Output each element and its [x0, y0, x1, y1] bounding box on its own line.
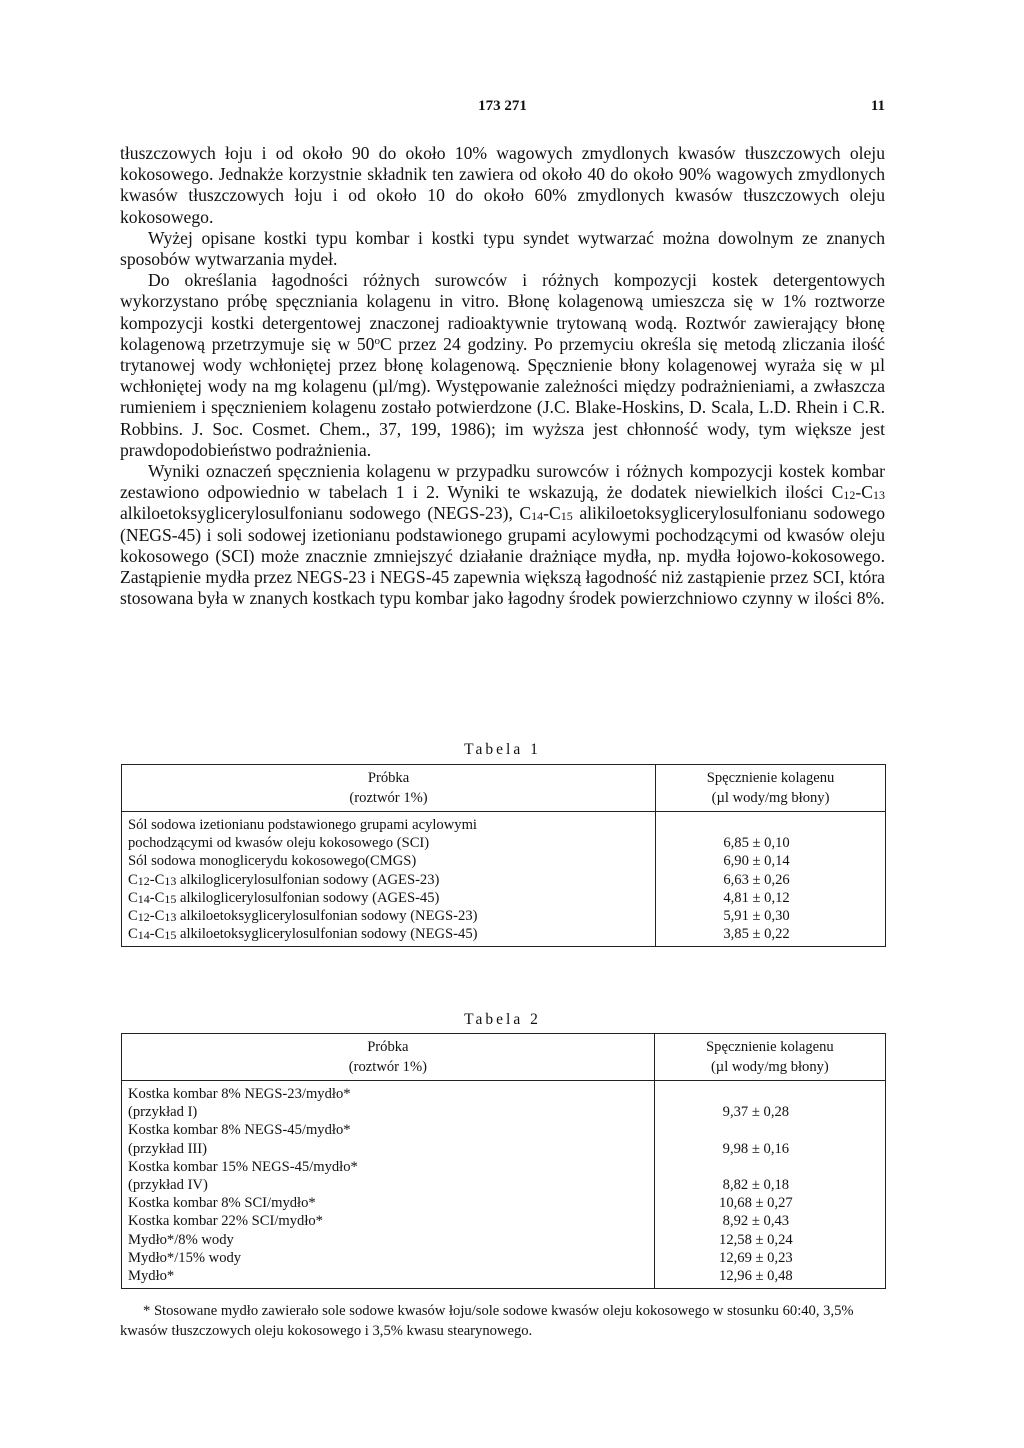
row-value: 12,96 ± 0,48 — [654, 1267, 885, 1289]
row-label: Mydło*/8% wody — [122, 1231, 655, 1249]
row-value — [654, 1081, 885, 1104]
row-label: Kostka kombar 8% SCI/mydło* — [122, 1194, 655, 1212]
header-sample-sublabel: (roztwór 1%) — [348, 1059, 427, 1075]
subscript: 13 — [164, 910, 177, 925]
chem-name: alkiloglicerylosulfonian sodowy (AGES-23) — [176, 871, 440, 888]
table-row — [122, 834, 886, 852]
row-value: 9,98 ± 0,16 — [654, 1140, 885, 1158]
row-value: 12,69 ± 0,23 — [654, 1249, 885, 1267]
paragraph-2: Wyżej opisane kostki typu kombar i kostki typu syndet wytwarzać można dowolnym ze znanych sposobów wytwarzania mydeł. — [120, 227, 885, 270]
header-swelling-unit: (µl wody/mg błony) — [710, 1059, 829, 1075]
header-swelling-label: Spęcznienie kolagenu — [706, 770, 835, 786]
table-row — [122, 1267, 886, 1289]
table-2-header-swelling — [654, 1034, 885, 1081]
table-row — [122, 1231, 886, 1249]
row-value: 8,82 ± 0,18 — [654, 1176, 885, 1194]
paragraph-4-text-d: -C — [543, 503, 561, 524]
paragraph-3-text-b: C przez 24 godziny. Po przemyciu określa się metodą zliczania ilość trytanowej wody wchłoniętej przez błonę kolagenową. Spęcznienie błony kolagenowej wyraża się w µl wchłoniętej wody na mg kolagenu (µl/mg). Występowanie zależności między podrażnieniami, a zwłaszcza rumieniem i spęcznieniem kolagenu zostało potwierdzone (J.C. Blake-Hoskins, D. Scala, L.D. Rhein i C.R. Robbins. J. Soc. Cosmet. Chem., 37, 199, 1986); im wyższa jest chłonność wody, tym większe jest prawdopodobieństwo podrażnienia. — [120, 333, 885, 460]
row-value: 10,68 ± 0,27 — [654, 1194, 885, 1212]
table-row — [122, 889, 886, 907]
subscript: 12 — [137, 873, 150, 888]
row-value: 5,91 ± 0,30 — [656, 907, 886, 925]
row-label — [122, 907, 656, 925]
row-label — [122, 925, 656, 947]
table-row — [122, 907, 886, 925]
page-header — [120, 98, 885, 120]
table-2-footnote — [120, 1301, 890, 1341]
header-sample-label: Próbka — [367, 770, 410, 786]
chem-name: alkiloetoksyglicerylosulfonian sodowy (NEGS-45) — [176, 926, 478, 943]
row-value: 6,90 ± 0,14 — [656, 852, 886, 870]
table-row — [122, 925, 886, 947]
table-1 — [121, 764, 886, 947]
row-label: Kostka kombar 15% NEGS-45/mydło* — [122, 1158, 655, 1176]
body-text — [120, 143, 885, 609]
header-sample-sublabel: (roztwór 1%) — [349, 790, 428, 806]
table-1-header-row — [122, 765, 886, 812]
row-label: (przykład I) — [122, 1103, 655, 1121]
subscript: 12 — [843, 488, 856, 503]
chem-prefix: C — [128, 889, 138, 906]
table-row — [122, 1212, 886, 1230]
row-label — [122, 889, 656, 907]
table-row — [122, 812, 886, 835]
document-number: 173 271 — [478, 98, 527, 114]
subscript: 14 — [531, 509, 544, 524]
table-1-header-swelling — [656, 765, 886, 812]
row-label: Kostka kombar 8% NEGS-23/mydło* — [122, 1081, 655, 1104]
chem-mid: -C — [149, 871, 165, 888]
table-row — [122, 1121, 886, 1139]
table-2-caption: Tabela 2 — [464, 1011, 541, 1028]
table-2 — [121, 1033, 886, 1289]
paragraph-3 — [120, 270, 885, 461]
table-row — [122, 1081, 886, 1104]
subscript: 12 — [137, 910, 150, 925]
table-row — [122, 1103, 886, 1121]
chem-mid: -C — [149, 889, 165, 906]
chem-name: alkiloetoksyglicerylosulfonian sodowy (NEGS-23) — [176, 908, 478, 925]
row-label: (przykład III) — [122, 1140, 655, 1158]
table-row — [122, 1194, 886, 1212]
subscript: 15 — [164, 928, 177, 943]
paragraph-4-text-c: alkiloetoksyglicerylosulfonianu sodowego (NEGS-23), C — [120, 503, 532, 524]
paragraph-4-text-b: -C — [855, 482, 873, 503]
paragraph-1: tłuszczowych łoju i od około 90 do około 10% wagowych zmydlonych kwasów tłuszczowych oleju kokosowego. Jednakże korzystnie składnik ten zawiera od około 40 do około 90% wagowych zmydlonych kwasów tłuszczowych łoju i od około 10 do około 60% zmydlonych kwasów tłuszczowych oleju kokosowego. — [120, 143, 885, 227]
paragraph-3-text-a: Do określania łagodności różnych surowców i różnych kompozycji kostek detergentowych wykorzystano próbę spęczniania kolagenu in vitro. Błonę kolagenową umieszcza się w 1% roztworze kompozycji kostki detergentowej znaczonej radioaktywnie trytowaną wodą. Roztwór zawierający błonę kolagenową przetrzymuje się w 50 — [120, 270, 885, 354]
row-label: (przykład IV) — [122, 1176, 655, 1194]
table-row — [122, 852, 886, 870]
chem-prefix: C — [128, 908, 138, 925]
row-label: Sól sodowa izetionianu podstawionego grupami acylowymi — [122, 812, 656, 835]
row-value: 12,58 ± 0,24 — [654, 1231, 885, 1249]
subscript: 13 — [873, 488, 885, 503]
chem-name: alkiloglicerylosulfonian sodowy (AGES-45) — [176, 889, 440, 906]
row-label — [122, 871, 656, 889]
row-value: 6,85 ± 0,10 — [656, 834, 886, 852]
row-value — [656, 812, 886, 835]
row-value: 3,85 ± 0,22 — [656, 925, 886, 947]
footnote-text: * Stosowane mydło zawierało sole sodowe kwasów łoju/sole sodowe kwasów oleju kokosowego w stosunku 60:40, 3,5% kwasów tłuszczowych oleju kokosowego i 3,5% kwasu stearynowego. — [120, 1303, 854, 1339]
table-row — [122, 871, 886, 889]
table-row — [122, 1176, 886, 1194]
paragraph-4-text-a: Wyniki oznaczeń spęcznienia kolagenu w przypadku surowców i różnych kompozycji kostek kombar zestawiono odpowiednio w tabelach 1 i 2. Wyniki te wskazują, że dodatek niewielkich ilości C — [120, 461, 885, 503]
page-number: 11 — [870, 98, 885, 114]
row-label: Kostka kombar 22% SCI/mydło* — [122, 1212, 655, 1230]
row-label: Kostka kombar 8% NEGS-45/mydło* — [122, 1121, 655, 1139]
table-1-caption: Tabela 1 — [464, 741, 541, 758]
chem-prefix: C — [128, 871, 138, 888]
chem-prefix: C — [128, 926, 138, 943]
table-row — [122, 1249, 886, 1267]
subscript: 14 — [137, 928, 150, 943]
row-label: Sól sodowa monoglicerydu kokosowego(CMGS) — [122, 852, 656, 870]
table-row — [122, 1140, 886, 1158]
chem-mid: -C — [149, 908, 165, 925]
row-value: 6,63 ± 0,26 — [656, 871, 886, 889]
subscript: 13 — [164, 873, 177, 888]
header-sample-label: Próbka — [367, 1039, 409, 1055]
header-swelling-unit: (µl wody/mg błony) — [711, 790, 830, 806]
table-row — [122, 1158, 886, 1176]
row-value — [654, 1121, 885, 1139]
row-value: 8,92 ± 0,43 — [654, 1212, 885, 1230]
row-value: 9,37 ± 0,28 — [654, 1103, 885, 1121]
subscript: 15 — [560, 509, 573, 524]
row-value — [654, 1158, 885, 1176]
chem-mid: -C — [149, 926, 165, 943]
paragraph-4 — [120, 461, 885, 609]
header-swelling-label: Spęcznienie kolagenu — [706, 1039, 834, 1055]
table-2-header-row — [122, 1034, 886, 1081]
row-label: Mydło*/15% wody — [122, 1249, 655, 1267]
row-value: 4,81 ± 0,12 — [656, 889, 886, 907]
degree-sign: o — [374, 334, 380, 347]
table-2-header-sample — [122, 1034, 655, 1081]
subscript: 14 — [137, 891, 150, 906]
paragraph-4-text-e: alikiloetoksyglicerylosulfonianu sodowego (NEGS-45) i soli sodowej izetionianu podstawionego grupami acylowymi pochodzącymi od kwasów oleju kokosowego (SCI) może znacznie zmniejszyć działanie drażniące mydła, np. mydła łojowo-kokosowego. Zastąpienie mydła przez NEGS-23 i NEGS-45 zapewnia większą łagodność niż zastąpienie przez SCI, która stosowana była w znanych kostkach typu kombar jako łagodny środek powierzchniowo czynny w ilości 8%. — [120, 503, 885, 609]
subscript: 15 — [164, 891, 177, 906]
row-label: Mydło* — [122, 1267, 655, 1289]
table-1-header-sample — [122, 765, 656, 812]
row-label: pochodzącymi od kwasów oleju kokosowego (SCI) — [122, 834, 656, 852]
